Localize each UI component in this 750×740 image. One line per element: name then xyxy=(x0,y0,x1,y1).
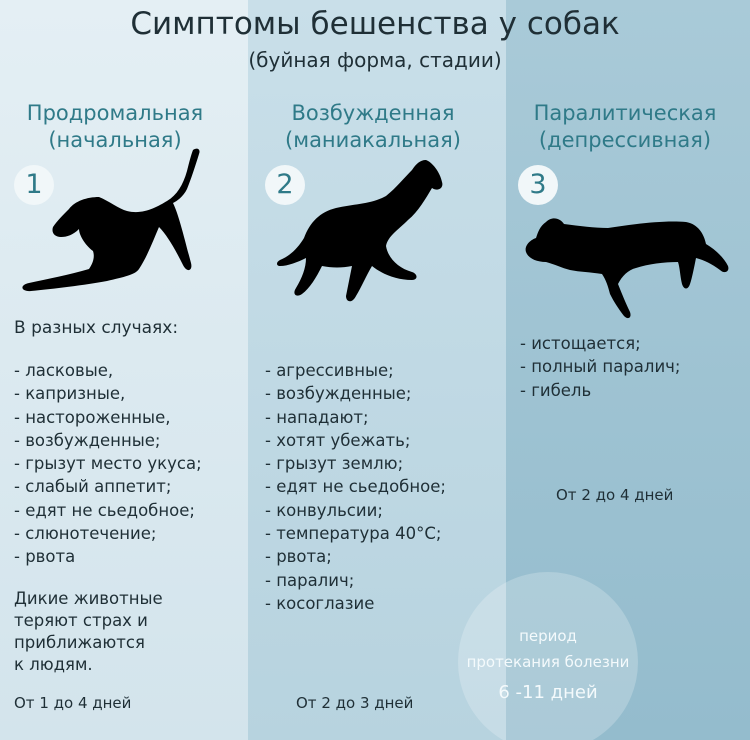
period-caption: протекания болезни xyxy=(466,653,630,671)
list-item: - едят не сьедобное; xyxy=(265,477,446,497)
cases-label: В разных случаях: xyxy=(14,318,179,338)
stage-3-duration: От 2 до 4 дней xyxy=(556,486,674,504)
list-item: - паралич; xyxy=(265,570,355,590)
period-duration: 6 -11 дней xyxy=(498,682,598,703)
wild-animals-note: Дикие животные теряют страх и приближаются к людям. xyxy=(14,589,163,674)
page-title: Симптомы бешенства у собак xyxy=(130,6,620,42)
list-item: - грызут место укуса; xyxy=(14,454,202,474)
stage-2-symptoms xyxy=(265,359,446,615)
list-item: - нападают; xyxy=(265,407,369,427)
stage-1-number: 1 xyxy=(14,165,54,205)
page-subtitle: (буйная форма, стадии) xyxy=(248,48,502,72)
stage-1-title: Продромальная (начальная) xyxy=(26,101,204,152)
dog-play-bow-icon xyxy=(15,145,215,305)
period-label: период xyxy=(519,627,577,645)
list-item: - возбужденные; xyxy=(14,430,161,450)
stage-2-duration: От 2 до 3 дней xyxy=(296,694,414,712)
stage-3-symptoms xyxy=(520,332,680,402)
list-item: - грызут землю; xyxy=(265,454,404,474)
list-item: - хотят убежать; xyxy=(265,430,411,450)
list-item: - температура 40°С; xyxy=(265,524,442,544)
stage-1-duration: От 1 до 4 дней xyxy=(14,694,132,712)
stage-1-symptoms xyxy=(14,359,202,569)
list-item: - настороженные, xyxy=(14,407,171,427)
dog-lying-icon xyxy=(524,210,734,325)
list-item: - возбужденные; xyxy=(265,384,412,404)
dog-howling-icon xyxy=(276,158,456,308)
list-item: - слабый аппетит; xyxy=(14,477,172,497)
stage-3-title: Паралитическая (депрессивная) xyxy=(533,101,717,152)
list-item: - рвота xyxy=(14,547,76,567)
list-item: - слюнотечение; xyxy=(14,524,157,544)
stage-2-title: Возбужденная (маниакальная) xyxy=(285,101,461,152)
list-item: - рвота; xyxy=(265,547,332,567)
list-item: - полный паралич; xyxy=(520,357,681,377)
list-item: - едят не сьедобное; xyxy=(14,500,195,520)
list-item: - истощается; xyxy=(520,334,641,353)
list-item: - агрессивные; xyxy=(265,361,394,380)
list-item: - конвульсии; xyxy=(265,500,383,520)
list-item: - ласковые, xyxy=(14,361,114,380)
stage-2-number: 2 xyxy=(265,165,305,205)
list-item: - косоглазие xyxy=(265,593,375,613)
list-item: - гибель xyxy=(520,380,592,400)
list-item: - капризные, xyxy=(14,384,126,404)
stage-3-number: 3 xyxy=(518,165,558,205)
